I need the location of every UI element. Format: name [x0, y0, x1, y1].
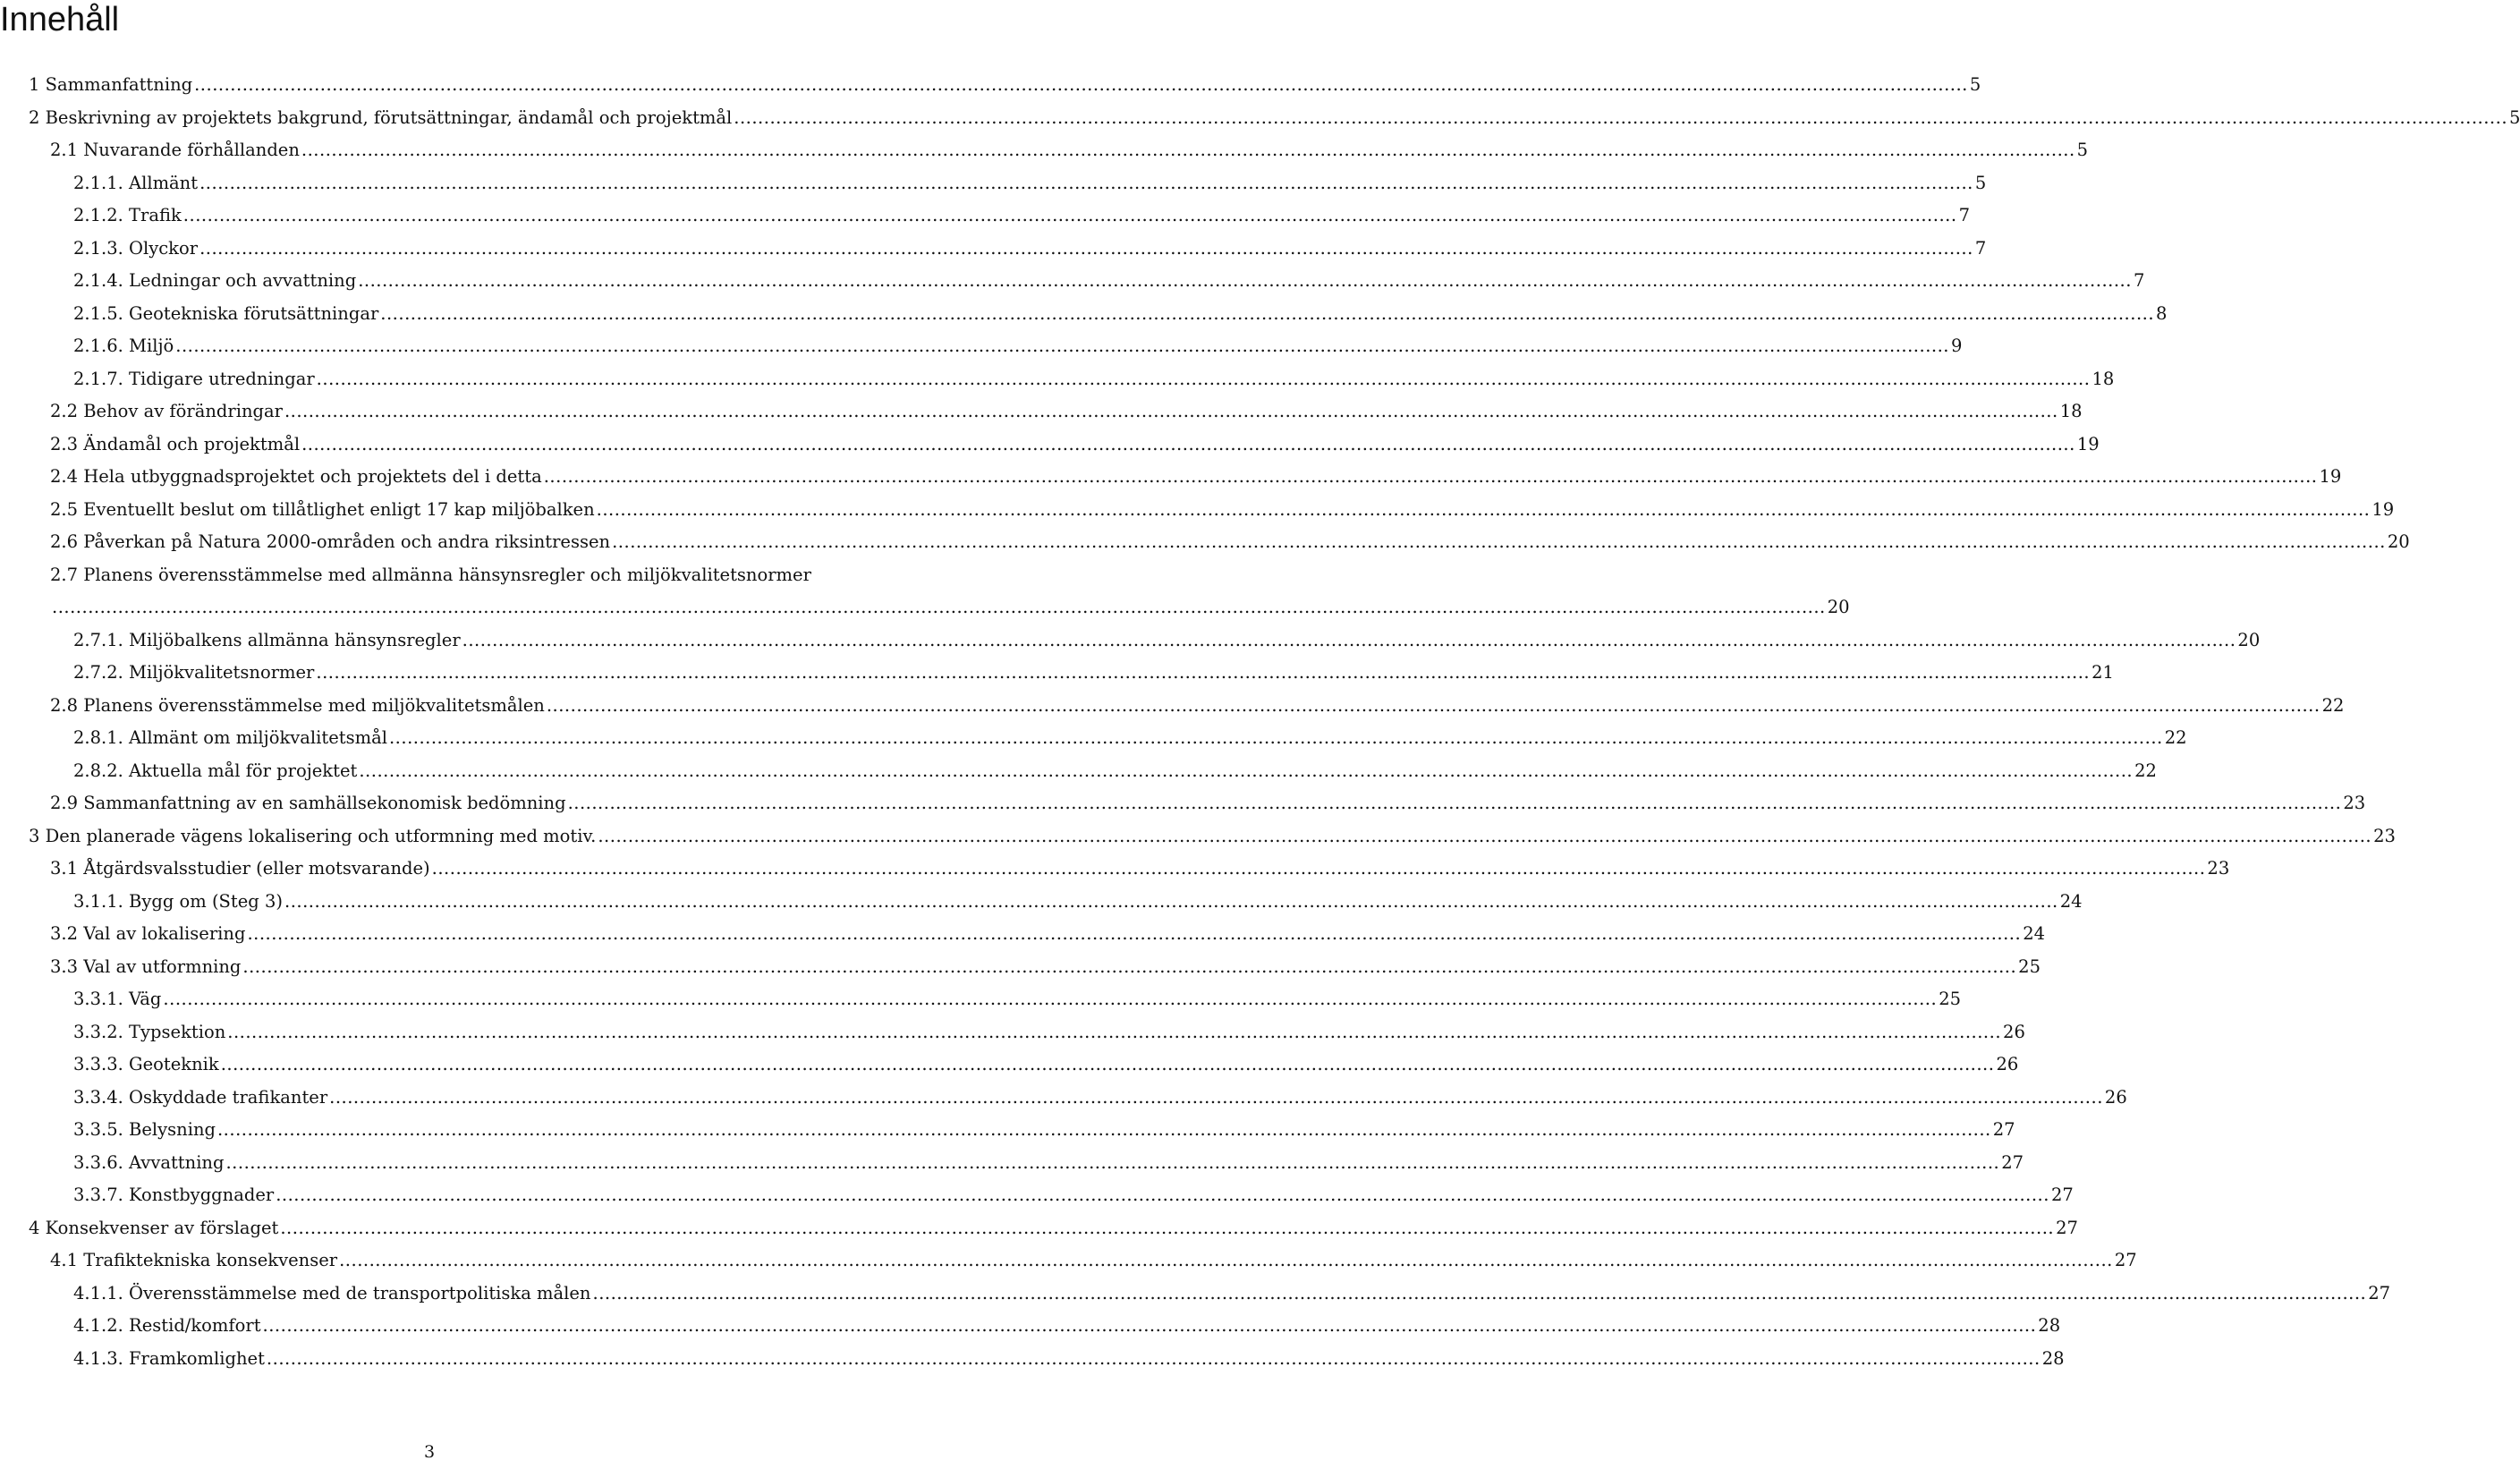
toc-entry-page: 22	[2164, 727, 2187, 748]
toc-dot-leader	[612, 532, 2386, 552]
toc-entry-label: 4 Konsekvenser av förslaget	[29, 1217, 279, 1238]
toc-entry-label: 2.8.1. Allmänt om miljökvalitetsmål	[73, 727, 387, 748]
toc-entry[interactable]	[0, 1238, 2137, 1270]
toc-entry[interactable]	[0, 488, 2395, 520]
toc-entry-page: 21	[2092, 662, 2114, 683]
toc-entry-label: 3.1.1. Bygg om (Steg 3)	[73, 890, 283, 912]
toc-entry-page: 19	[2372, 498, 2395, 520]
toc-entry[interactable]	[0, 1042, 2019, 1074]
toc-entry[interactable]	[0, 1337, 2065, 1369]
toc-dot-leader	[339, 1251, 2113, 1270]
toc-dot-leader	[225, 1153, 1999, 1173]
toc-entry[interactable]	[0, 1108, 2015, 1140]
toc-dot-leader	[734, 108, 2507, 128]
toc-entry[interactable]	[0, 128, 2089, 160]
toc-entry[interactable]	[0, 357, 2115, 389]
toc-entry[interactable]	[0, 259, 2145, 291]
toc-entry-label: 1 Sammanfattning	[29, 74, 193, 95]
toc-entry-page: 27	[2056, 1217, 2078, 1238]
toc-entry-label: 2.4 Hela utbyggnadsprojektet och projektets del i detta	[50, 466, 542, 487]
toc-dot-leader	[380, 304, 2154, 324]
toc-entry-page: 28	[2038, 1315, 2061, 1336]
page-title: Innehåll	[0, 1, 120, 38]
toc-entry-page: 8	[2156, 302, 2168, 324]
toc-entry[interactable]	[0, 454, 2342, 487]
toc-entry-label: 3 Den planerade vägens lokalisering och utformning med motiv.	[29, 825, 597, 846]
toc-dot-leader	[263, 1316, 2037, 1336]
toc-entry[interactable]	[0, 716, 2187, 748]
toc-entry-label: 3.1 Åtgärdsvalsstudier (eller motsvarande)	[50, 858, 430, 879]
toc-entry-label: 3.3 Val av utformning	[50, 955, 242, 977]
toc-entry-page: 25	[2018, 955, 2041, 977]
toc-entry[interactable]	[0, 1271, 2391, 1303]
toc-entry[interactable]	[0, 912, 2046, 944]
toc-entry-page: 28	[2041, 1347, 2065, 1369]
toc-entry-label: 2 Beskrivning av projektets bakgrund, förutsättningar, ändamål och projektmål	[29, 106, 733, 128]
toc-dot-leader	[389, 728, 2163, 748]
toc-entry-page: 7	[2133, 270, 2145, 291]
toc-entry[interactable]	[0, 1141, 2024, 1173]
toc-entry-page: 22	[2321, 694, 2345, 716]
toc-dot-leader	[194, 75, 1968, 95]
toc-entry-label: 4.1 Trafiktekniska konsekvenser	[50, 1250, 338, 1270]
toc-entry[interactable]	[0, 650, 2114, 683]
toc-dot-leader	[199, 174, 1973, 193]
toc-entry-label: 4.1.2. Restid/komfort	[73, 1315, 261, 1336]
toc-entry-page: 18	[2092, 368, 2115, 389]
toc-entry-page: 26	[1996, 1054, 2019, 1074]
toc-entry-page: 23	[2343, 793, 2366, 813]
toc-entry-page: 7	[1974, 237, 1987, 259]
toc-entry-page: 26	[2104, 1086, 2127, 1108]
toc-dot-leader	[227, 1023, 2001, 1042]
toc-entry-page: 20	[2387, 531, 2410, 552]
toc-dot-leader	[544, 467, 2318, 487]
toc-entry[interactable]	[0, 781, 2366, 813]
toc-entry[interactable]	[0, 1206, 2078, 1238]
toc-entry[interactable]	[0, 520, 2410, 552]
toc-dot-leader	[199, 239, 1973, 259]
toc-entry[interactable]	[0, 193, 1970, 225]
toc-entry-page: 5	[2076, 140, 2089, 160]
toc-entry[interactable]	[0, 1303, 2061, 1336]
toc-entry-label: 3.3.6. Avvattning	[73, 1151, 225, 1173]
toc-entry[interactable]	[0, 161, 1987, 193]
toc-entry[interactable]	[0, 292, 2168, 324]
toc-entry-page: 27	[2114, 1250, 2137, 1270]
toc-entry[interactable]	[0, 96, 2520, 128]
toc-dot-leader	[593, 1284, 2367, 1303]
toc-entry-label: 2.3 Ändamål och projektmål	[50, 433, 301, 454]
toc-dot-leader	[432, 859, 2206, 879]
toc-entry-label: 4.1.1. Överensstämmelse med de transportpolitiska målen	[73, 1282, 591, 1303]
toc-entry-label: 2.1.3. Olyckor	[73, 237, 199, 259]
toc-dot-leader	[52, 598, 1826, 617]
toc-dot-leader	[183, 206, 1957, 225]
toc-dot-leader	[242, 957, 2016, 977]
toc-entry-label: 3.3.5. Belysning	[73, 1119, 216, 1140]
toc-dot-leader	[217, 1120, 1991, 1140]
toc-entry-label: 2.5 Eventuellt beslut om tillåtlighet enligt 17 kap miljöbalken	[50, 498, 595, 520]
toc-entry-label: 2.1.1. Allmänt	[73, 172, 199, 193]
toc-dot-leader	[163, 989, 1937, 1009]
toc-entry-page: 20	[1827, 597, 1850, 617]
toc-entry-page: 7	[1958, 205, 1970, 225]
toc-dot-leader	[568, 794, 2342, 813]
toc-entry-page: 5	[1974, 172, 1987, 193]
toc-entry-page: 26	[2003, 1021, 2025, 1042]
toc-entry-label: 2.1.6. Miljö	[73, 335, 174, 356]
toc-entry-page: 18	[2059, 401, 2083, 421]
toc-entry-label: 2.1.4. Ledningar och avvattning	[73, 270, 357, 291]
toc-dot-leader	[247, 924, 2021, 944]
toc-entry[interactable]	[0, 324, 1963, 356]
toc-entry[interactable]	[0, 389, 2083, 421]
toc-entry-page: 24	[2059, 890, 2083, 912]
toc-entry[interactable]	[0, 1173, 2074, 1205]
toc-entry-label: 2.2 Behov av förändringar	[50, 401, 283, 421]
toc-dot-leader	[276, 1185, 2049, 1205]
toc-dot-leader	[267, 1349, 2041, 1369]
toc-dot-leader	[358, 271, 2132, 291]
toc-dot-leader	[359, 761, 2133, 781]
toc-entry-label: 2.9 Sammanfattning av en samhällsekonomisk bedömning	[50, 793, 566, 813]
toc-entry-page: 27	[1992, 1119, 2015, 1140]
toc-entry-label: 3.3.1. Väg	[73, 989, 162, 1009]
toc-entry-page: 5	[1969, 74, 1981, 95]
toc-entry-page: 19	[2319, 466, 2342, 487]
toc-dot-leader	[597, 500, 2371, 520]
toc-dot-leader	[301, 435, 2075, 454]
toc-dot-leader	[221, 1055, 1995, 1074]
toc-entry[interactable]	[0, 585, 1850, 617]
toc-entry-label: 2.7.2. Miljökvalitetsnormer	[73, 662, 315, 683]
toc-entry-label: 2.7.1. Miljöbalkens allmänna hänsynsregler	[73, 629, 461, 650]
toc-entry-label: 2.1.7. Tidigare utredningar	[73, 368, 315, 389]
toc-entry-label: 2.8.2. Aktuella mål för projektet	[73, 760, 358, 781]
toc-entry-label: 3.3.7. Konstbyggnader	[73, 1185, 275, 1205]
toc-dot-leader	[280, 1219, 2054, 1238]
toc-entry-page: 27	[2001, 1151, 2024, 1173]
toc-entry[interactable]	[0, 846, 2230, 879]
toc-dot-leader	[329, 1088, 2103, 1108]
toc-entry[interactable]	[0, 879, 2083, 912]
toc-entry[interactable]	[0, 945, 2041, 977]
toc-entry[interactable]	[0, 226, 1987, 259]
toc-entry[interactable]	[0, 618, 2261, 650]
toc-dot-leader	[284, 892, 2058, 912]
page-number: 3	[423, 1442, 436, 1462]
toc-entry-label: 3.3.3. Geoteknik	[73, 1054, 219, 1074]
toc-dot-leader	[317, 369, 2091, 389]
toc-entry-page: 25	[1939, 989, 1962, 1009]
toc-entry[interactable]	[0, 749, 2157, 781]
toc-entry-label: 4.1.3. Framkomlighet	[73, 1347, 265, 1369]
toc-dot-leader	[462, 631, 2236, 650]
toc-entry-page: 9	[1951, 335, 1963, 356]
toc-entry-page: 23	[2207, 858, 2230, 879]
toc-dot-leader	[598, 827, 2372, 846]
toc-entry-page: 22	[2134, 760, 2157, 781]
toc-entry[interactable]	[0, 1075, 2127, 1108]
toc-entry-label: 2.1.5. Geotekniska förutsättningar	[73, 302, 379, 324]
toc-entry-page: 19	[2076, 433, 2100, 454]
toc-entry[interactable]	[0, 814, 2396, 846]
toc-entry-label: 2.8 Planens överensstämmelse med miljökvalitetsmålen	[50, 694, 545, 716]
toc-entry-label: 3.2 Val av lokalisering	[50, 923, 246, 944]
toc-entry-page: 27	[2368, 1282, 2391, 1303]
toc-entry-label: 3.3.2. Typsektion	[73, 1021, 226, 1042]
toc-entry-label: 3.3.4. Oskyddade trafikanter	[73, 1086, 328, 1108]
toc-entry[interactable]	[0, 684, 2345, 716]
toc-dot-leader	[284, 402, 2058, 421]
toc-dot-leader	[316, 663, 2090, 683]
toc-entry-label: 2.6 Påverkan på Natura 2000-områden och andra riksintressen	[50, 531, 611, 552]
toc-entry[interactable]	[0, 63, 1981, 95]
toc-entry-page: 27	[2050, 1185, 2074, 1205]
toc-entry[interactable]	[0, 553, 907, 585]
toc-dot-leader	[301, 140, 2075, 160]
toc-entry-page: 5	[2509, 106, 2520, 128]
toc-entry[interactable]	[0, 1010, 2025, 1042]
toc-entry-page: 23	[2373, 825, 2396, 846]
toc-dot-leader	[547, 696, 2321, 716]
toc-entry-page: 20	[2237, 629, 2261, 650]
toc-entry-label: 2.1.2. Trafik	[73, 205, 182, 225]
toc-entry-page: 24	[2023, 923, 2046, 944]
toc-entry-label: 2.1 Nuvarande förhållanden	[50, 140, 300, 160]
toc-entry[interactable]	[0, 422, 2100, 454]
toc-dot-leader	[175, 336, 1949, 356]
toc-entry[interactable]	[0, 977, 1962, 1009]
toc-entry-label: 2.7 Planens överensstämmelse med allmänna hänsynsregler och miljökvalitetsnormer	[50, 564, 811, 585]
